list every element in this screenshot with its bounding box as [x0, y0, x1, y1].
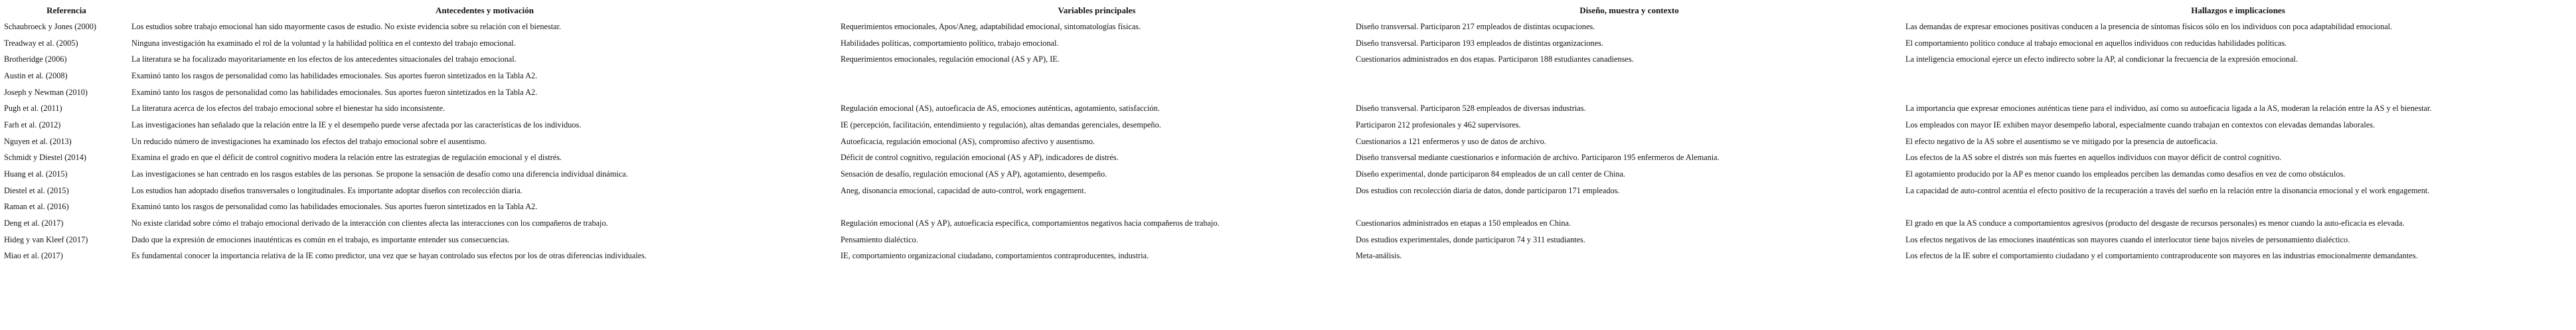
cell-referencia: Farh et al. (2012)	[4, 120, 61, 129]
cell-antecedentes: Los estudios han adoptado diseños transversales o longitudinales. Es importante adoptar diseños con recolección diaria.	[131, 185, 523, 195]
header-hallazgos: Hallazgos e implicaciones	[2191, 5, 2285, 15]
cell-diseno: Participaron 212 profesionales y 462 supervisores.	[1356, 120, 1521, 129]
cell-hallazgos: La importancia que expresar emociones auténticas tiene para el individuo, así como su autoeficacia ligada a la AS, moderan la relación entre la AS y el bienestar.	[1905, 104, 2432, 114]
cell-hallazgos: Los efectos negativos de las emociones inauténticas son mayores cuando el interlocutor tiene bajos niveles de personamiento dialéctico.	[1905, 234, 2350, 244]
cell-referencia: Joseph y Newman (2010)	[4, 87, 88, 97]
table-row	[3, 68, 2572, 84]
cell-referencia: Schmidt y Diestel (2014)	[4, 153, 86, 163]
cell-diseno: Dos estudios con recolección diaria de datos, donde participaron 171 empleados.	[1356, 185, 1620, 195]
cell-referencia: Brotheridge (2006)	[4, 54, 67, 64]
table-row	[3, 150, 2572, 167]
cell-diseno: Cuestionarios administrados en etapas a 150 empleados en China.	[1356, 218, 1571, 228]
cell-antecedentes: Es fundamental conocer la importancia relativa de la IE como predictor, una vez que se hayan controlado sus efectos por los de otras diferencias individuales.	[131, 251, 647, 261]
cell-diseno: Diseño transversal mediante cuestionarios e información de archivo. Participaron 195 enfermeros de Alemania.	[1356, 153, 1720, 163]
cell-variables: Habilidades políticas, comportamiento político, trabajo emocional.	[841, 38, 1059, 48]
table-row	[3, 51, 2572, 68]
cell-antecedentes: Examinó tanto los rasgos de personalidad como las habilidades emocionales. Sus aportes fueron sintetizados en la Tabla A2.	[131, 202, 538, 212]
cell-diseno: Meta-análisis.	[1356, 251, 1402, 261]
cell-antecedentes: No existe claridad sobre cómo el trabajo emocional derivado de la interacción con clientes afecta las interacciones con los compañeros de trabajo.	[131, 218, 608, 228]
cell-referencia: Hideg y van Kleef (2017)	[4, 234, 88, 244]
cell-variables	[839, 84, 1354, 101]
table-row	[3, 117, 2572, 133]
cell-antecedentes: Las investigaciones han señalado que la relación entre la IE y el desempeño puede verse afectada por las características de los individuos.	[131, 120, 582, 129]
cell-referencia: Diestel et al. (2015)	[4, 185, 69, 195]
cell-hallazgos: La inteligencia emocional ejerce un efecto indirecto sobre la AP, al condicionar la frecuencia de la expresión emocional.	[1905, 54, 2298, 64]
cell-referencia: Deng et al. (2017)	[4, 218, 64, 228]
cell-diseno: Diseño experimental, donde participaron 84 empleados de un call center de China.	[1356, 169, 1625, 179]
cell-antecedentes: Examina el grado en que el déficit de control cognitivo modera la relación entre las estrategias de regulación emocional y el distrés.	[131, 153, 562, 163]
table-row	[3, 215, 2572, 232]
cell-variables: Sensación de desafío, regulación emocional (AS y AP), agotamiento, desempeño.	[841, 169, 1107, 179]
cell-hallazgos	[1904, 199, 2572, 216]
table-row	[3, 232, 2572, 248]
cell-diseno: Dos estudios experimentales, donde participaron 74 y 311 estudiantes.	[1356, 234, 1585, 244]
table-row	[3, 35, 2572, 52]
cell-variables: Regulación emocional (AS y AP), autoeficacia específica, comportamientos negativos hacia compañeros de trabajo.	[841, 218, 1220, 228]
header-variables: Variables principales	[1058, 5, 1136, 15]
cell-antecedentes: La literatura se ha focalizado mayoritariamente en los efectos de los antecedentes situacionales del trabajo emocional.	[131, 54, 517, 64]
cell-variables: IE, comportamiento organizacional ciudadano, comportamientos contraproducentes, industria.	[841, 251, 1149, 261]
table-row	[3, 84, 2572, 101]
cell-antecedentes: Las investigaciones se han centrado en los rasgos estables de las personas. Se propone la sensación de desafío como una diferencia individual dinámica.	[131, 169, 628, 179]
header-antecedentes: Antecedentes y motivación	[435, 5, 534, 15]
cell-variables: Déficit de control cognitivo, regulación emocional (AS y AP), indicadores de distrés.	[841, 153, 1119, 163]
cell-diseno: Diseño transversal. Participaron 193 empleados de distintas organizaciones.	[1356, 38, 1604, 48]
table-header-row	[3, 3, 2572, 19]
cell-hallazgos: Los empleados con mayor IE exhiben mayor desempeño laboral, especialmente cuando trabajan en contextos con elevadas demandas laborales.	[1905, 120, 2375, 129]
cell-hallazgos: El grado en que la AS conduce a comportamientos agresivos (producto del desgaste de recursos personales) es menor cuando la auto-eficacia es elevada.	[1905, 218, 2405, 228]
cell-diseno	[1354, 84, 1904, 101]
header-diseno: Diseño, muestra y contexto	[1579, 5, 1679, 15]
cell-referencia: Nguyen et al. (2013)	[4, 136, 72, 146]
cell-hallazgos	[1904, 84, 2572, 101]
table-row	[3, 199, 2572, 216]
cell-hallazgos	[1904, 68, 2572, 84]
cell-diseno: Cuestionarios administrados en dos etapas. Participaron 188 estudiantes canadienses.	[1356, 54, 1634, 64]
cell-variables	[839, 199, 1354, 216]
cell-hallazgos: Las demandas de expresar emociones positivas conducen a la presencia de síntomas físicos sólo en los individuos con poca adaptabilidad emocional.	[1905, 21, 2393, 31]
cell-antecedentes: La literatura acerca de los efectos del trabajo emocional sobre el bienestar ha sido inconsistente.	[131, 104, 445, 114]
cell-diseno: Diseño transversal. Participaron 528 empleados de diversas industrias.	[1356, 104, 1586, 114]
cell-variables: Autoeficacia, regulación emocional (AS), compromiso afectivo y ausentismo.	[841, 136, 1095, 146]
cell-hallazgos: La capacidad de auto-control acentúa el efecto positivo de la recuperación a través del sueño en la relación entre la disonancia emocional y el work engagement.	[1905, 185, 2430, 195]
cell-diseno	[1354, 68, 1904, 84]
cell-variables: Requerimientos emocionales, regulación emocional (AS y AP), IE.	[841, 54, 1060, 64]
cell-variables: Pensamiento dialéctico.	[841, 234, 918, 244]
cell-variables: Regulación emocional (AS), autoeficacia de AS, emociones auténticas, agotamiento, satisfacción.	[841, 104, 1160, 114]
cell-referencia: Miao et al. (2017)	[4, 251, 63, 261]
cell-antecedentes: Ninguna investigación ha examinado el rol de la voluntad y la habilidad política en el contexto del trabajo emocional.	[131, 38, 516, 48]
cell-diseno: Cuestionarios a 121 enfermeros y uso de datos de archivo.	[1356, 136, 1546, 146]
cell-variables: Requerimientos emocionales, Apos/Aneg, adaptabilidad emocional, sintomatologías físicas.	[841, 21, 1141, 31]
cell-variables	[839, 68, 1354, 84]
table-row	[3, 248, 2572, 265]
table-row	[3, 19, 2572, 35]
cell-referencia: Pugh et al. (2011)	[4, 104, 62, 114]
cell-hallazgos: Los efectos de la AS sobre el distrés son más fuertes en aquellos individuos con mayor déficit de control cognitivo.	[1905, 153, 2282, 163]
cell-antecedentes: Dado que la expresión de emociones inauténticas es común en el trabajo, es importante entender sus consecuencias.	[131, 234, 510, 244]
cell-hallazgos: Los efectos de la IE sobre el comportamiento ciudadano y el comportamiento contraproducente son mayores en las industrias emocionalmente demandantes.	[1905, 251, 2418, 261]
cell-referencia: Treadway et al. (2005)	[4, 38, 78, 48]
cell-referencia: Schaubroeck y Jones (2000)	[4, 21, 96, 31]
header-referencia: Referencia	[46, 5, 86, 15]
cell-antecedentes: Los estudios sobre trabajo emocional han sido mayormente casos de estudio. No existe evidencia sobre su relación con el bienestar.	[131, 21, 562, 31]
cell-diseno	[1354, 199, 1904, 216]
cell-referencia: Huang et al. (2015)	[4, 169, 68, 179]
cell-hallazgos: El agotamiento producido por la AP es menor cuando los empleados perciben las demandas como desafíos en vez de como obstáculos.	[1905, 169, 2346, 179]
cell-variables: Aneg, disonancia emocional, capacidad de auto-control, work engagement.	[841, 185, 1086, 195]
cell-hallazgos: El comportamiento político conduce al trabajo emocional en aquellos individuos con reducidas habilidades políticas.	[1905, 38, 2287, 48]
literature-review-table	[3, 3, 2572, 264]
table-row	[3, 133, 2572, 150]
cell-diseno: Diseño transversal. Participaron 217 empleados de distintas ocupaciones.	[1356, 21, 1595, 31]
cell-antecedentes: Un reducido número de investigaciones ha examinado los efectos del trabajo emocional sobre el ausentismo.	[131, 136, 487, 146]
table-row	[3, 166, 2572, 183]
cell-variables: IE (percepción, facilitación, entendimiento y regulación), altas demandas gerenciales, desempeño.	[841, 120, 1161, 129]
cell-referencia: Raman et al. (2016)	[4, 202, 69, 212]
table-row	[3, 100, 2572, 117]
table-row	[3, 183, 2572, 199]
cell-antecedentes: Examinó tanto los rasgos de personalidad como las habilidades emocionales. Sus aportes fueron sintetizados en la Tabla A2.	[131, 70, 538, 80]
cell-referencia: Austin et al. (2008)	[4, 70, 68, 80]
cell-hallazgos: El efecto negativo de la AS sobre el ausentismo se ve mitigado por la presencia de autoeficacia.	[1905, 136, 2218, 146]
cell-antecedentes: Examinó tanto los rasgos de personalidad como las habilidades emocionales. Sus aportes fueron sintetizados en la Tabla A2.	[131, 87, 538, 97]
